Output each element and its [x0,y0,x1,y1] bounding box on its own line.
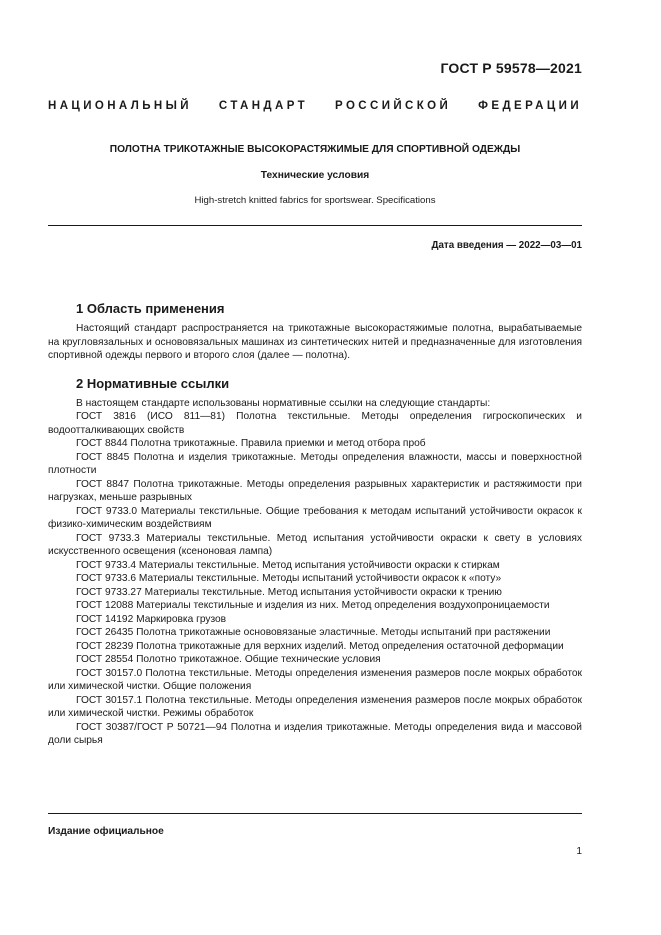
reference-item: ГОСТ 28239 Полотна трикотажные для верхних изделий. Метод определения остаточной деформации [76,640,564,652]
national-standard-heading: НАЦИОНАЛЬНЫЙ СТАНДАРТ РОССИЙСКОЙ ФЕДЕРАЦИИ [48,100,582,112]
edition-label: Издание официальное [48,826,164,837]
reference-item: ГОСТ 3816 (ИСО 811—81) Полотна текстильные. Методы определения гигроскопических и водоотталкивающих свойств [48,411,582,436]
reference-item: ГОСТ 9733.6 Материалы текстильные. Методы испытаний устойчивости окрасок к «поту» [76,573,502,584]
section-1-heading: 1 Область применения [76,301,225,316]
document-body [48,300,582,748]
reference-item: ГОСТ 9733.27 Материалы текстильные. Метод испытания устойчивости окраски к трению [76,586,502,598]
reference-item: ГОСТ 30157.0 Полотна текстильные. Методы определения изменения размеров после мокрых обработок или химической чистки. Общие положения [48,667,582,692]
reference-item: ГОСТ 12088 Материалы текстильные и изделия из них. Метод определения воздухопроницаемости [76,600,550,611]
document-title: ПОЛОТНА ТРИКОТАЖНЫЕ ВЫСОКОРАСТЯЖИМЫЕ ДЛЯ СПОРТИВНОЙ ОДЕЖДЫ [109,144,521,155]
reference-item: ГОСТ 8847 Полотна трикотажные. Методы определения разрывных характеристик и растяжимости при нагрузках, меньше разрывных [48,478,582,503]
section-2-intro: В настоящем стандарте использованы нормативные ссылки на следующие стандарты: [76,397,491,409]
page-number: 1 [576,846,582,857]
header-divider [48,225,582,226]
section-2-heading: 2 Нормативные ссылки [76,375,230,391]
reference-item: ГОСТ 9733.3 Материалы текстильные. Метод испытания устойчивости окраски к свету в условиях искусственного освещения (ксеноновая лампа) [48,532,582,557]
footer-divider [48,813,582,814]
gost-number: ГОСТ Р 59578—2021 [440,60,582,76]
reference-item: ГОСТ 28554 Полотно трикотажное. Общие технические условия [76,654,381,665]
section-1-text: Настоящий стандарт распространяется на трикотажные высокорастяжимые полотна, вырабатываемые на кругловязальных и основовязальных машинах из синтетических нитей и предназначенные для изготовления спортивной одежды первого и второго слоя (далее — полотна). [48,323,582,361]
introduction-date: Дата введения — 2022—03—01 [431,240,582,251]
reference-item: ГОСТ 30387/ГОСТ Р 50721—94 Полотна и изделия трикотажные. Методы определения вида и массовой доли сырья [48,721,582,746]
reference-item: ГОСТ 9733.0 Материалы текстильные. Общие требования к методам испытаний устойчивости окрасок к физико-химическим воздействиям [48,505,582,530]
reference-item: ГОСТ 30157.1 Полотна текстильные. Методы определения изменения размеров после мокрых обработок или химической чистки. Режимы обработок [48,694,582,719]
reference-item: ГОСТ 8845 Полотна и изделия трикотажные. Методы определения влажности, массы и поверхностной плотности [48,451,582,476]
reference-item: ГОСТ 26435 Полотна трикотажные основовязаные эластичные. Методы испытаний при растяжении [76,627,551,638]
english-title: High-stretch knitted fabrics for sportswear. Specifications [194,195,436,206]
reference-item: ГОСТ 14192 Маркировка грузов [76,613,227,625]
reference-item: ГОСТ 8844 Полотна трикотажные. Правила приемки и метод отбора проб [76,438,426,449]
document-subtitle: Технические условия [260,170,370,181]
reference-item: ГОСТ 9733.4 Материалы текстильные. Метод испытания устойчивости окраски к стиркам [76,559,500,571]
